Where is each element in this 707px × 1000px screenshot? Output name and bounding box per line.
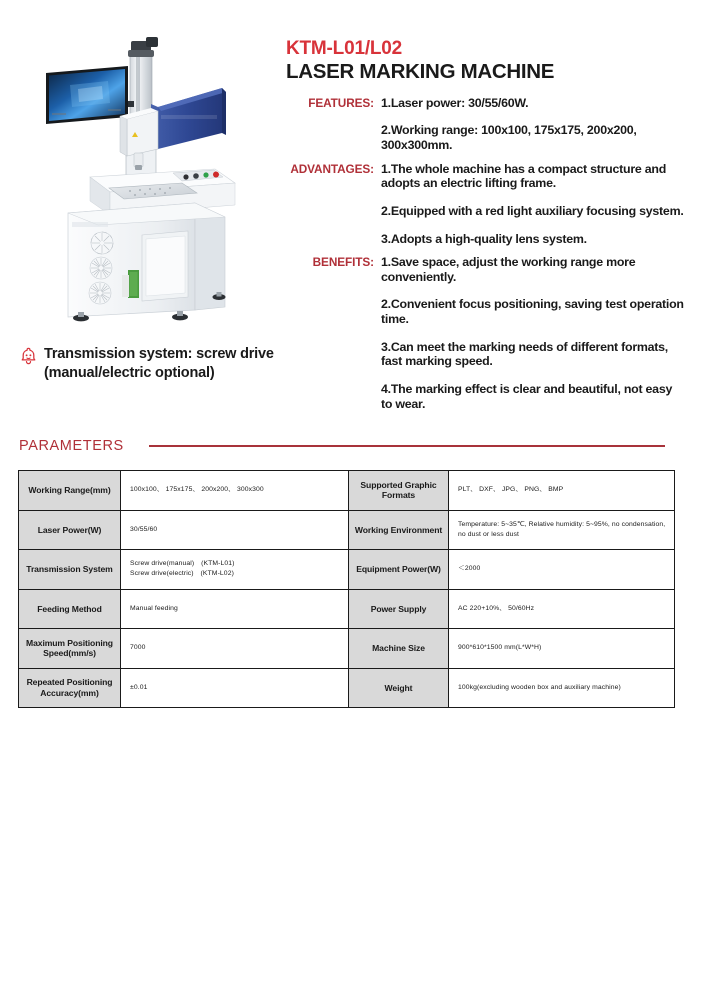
bell-icon (20, 347, 37, 370)
product-photo (30, 25, 280, 335)
transmission-caption (20, 345, 282, 382)
param-value: Screw drive(manual) (KTM-L01) Screw drive(electric) (KTM-L02) (121, 550, 349, 590)
table-row (19, 668, 675, 708)
monitor (46, 66, 128, 124)
spec-group-advantages (286, 162, 686, 247)
table-row (19, 510, 675, 550)
param-key: Supported Graphic Formats (349, 471, 449, 511)
spec-item: 1.The whole machine has a compact structure and adopts an electric lifting frame. (381, 161, 667, 191)
param-key: Transmission System (19, 550, 121, 590)
param-key: Working Range(mm) (19, 471, 121, 511)
param-key: Feeding Method (19, 589, 121, 629)
table-row (19, 629, 675, 669)
transmission-caption-text: Transmission system: screw drive (manual/electric optional) (44, 346, 274, 381)
param-key: Machine Size (349, 629, 449, 669)
table-row (19, 471, 675, 511)
table-row (19, 550, 675, 590)
spec-group-features (286, 96, 686, 153)
param-value: 100kg(excluding wooden box and auxiliary machine) (449, 668, 675, 708)
param-key: Laser Power(W) (19, 510, 121, 550)
param-value: PLT、 DXF、 JPG、 PNG、 BMP (449, 471, 675, 511)
param-value: 100x100、 175x175、 200x200、 300x300 (121, 471, 349, 511)
parameters-heading: PARAMETERS (19, 438, 124, 454)
parameters-section-header (19, 438, 679, 454)
spec-item: 1.Save space, adjust the working range more conveniently. (381, 255, 636, 284)
spec-label-advantages: ADVANTAGES: (290, 161, 374, 176)
parameters-divider (149, 445, 665, 448)
param-key: Maximum Positioning Speed(mm/s) (19, 629, 121, 669)
spec-item: 1.Laser power: 30/55/60W. (381, 95, 529, 110)
param-value: 7000 (121, 629, 349, 669)
parameters-table (18, 470, 675, 708)
param-value: Temperature: 5~35℃, Relative humidity: 5~95%, no condensation, no dust or less dust (449, 510, 675, 550)
param-key: Repeated Positioning Accuracy(mm) (19, 668, 121, 708)
table-row (19, 589, 675, 629)
spec-label-benefits: BENEFITS: (312, 255, 374, 270)
specification-column (286, 38, 686, 411)
spec-items-features (381, 96, 686, 153)
spec-items-advantages (381, 162, 686, 247)
param-key: Power Supply (349, 589, 449, 629)
param-value: 30/55/60 (121, 510, 349, 550)
machine-cabinet (68, 169, 235, 321)
spec-item: 3.Can meet the marking needs of different formats, fast marking speed. (381, 339, 669, 369)
spec-label-features: FEATURES: (308, 95, 374, 110)
model-number: KTM-L01/L02 (286, 38, 403, 59)
spec-item: 2.Working range: 100x100, 175x175, 200x200, 300x300mm. (381, 123, 637, 153)
param-value: Manual feeding (121, 589, 349, 629)
spec-group-benefits (286, 255, 686, 411)
param-value: 900*610*1500 mm(L*W*H) (449, 629, 675, 669)
param-value: ±0.01 (121, 668, 349, 708)
param-key: Weight (349, 668, 449, 708)
param-value: ＜2000 (449, 550, 675, 590)
spec-item: 3.Adopts a high-quality lens system. (381, 231, 587, 246)
param-key: Equipment Power(W) (349, 550, 449, 590)
param-value: AC 220+10%、 50/60Hz (449, 589, 675, 629)
param-key: Working Environment (349, 510, 449, 550)
spec-item: 2.Convenient focus positioning, saving test operation time. (381, 297, 684, 327)
spec-item: 2.Equipped with a red light auxiliary focusing system. (381, 203, 684, 218)
page-title: LASER MARKING MACHINE (286, 60, 555, 84)
spec-item: 4.The marking effect is clear and beautiful, not easy to wear. (381, 381, 673, 411)
spec-items-benefits (381, 255, 686, 411)
